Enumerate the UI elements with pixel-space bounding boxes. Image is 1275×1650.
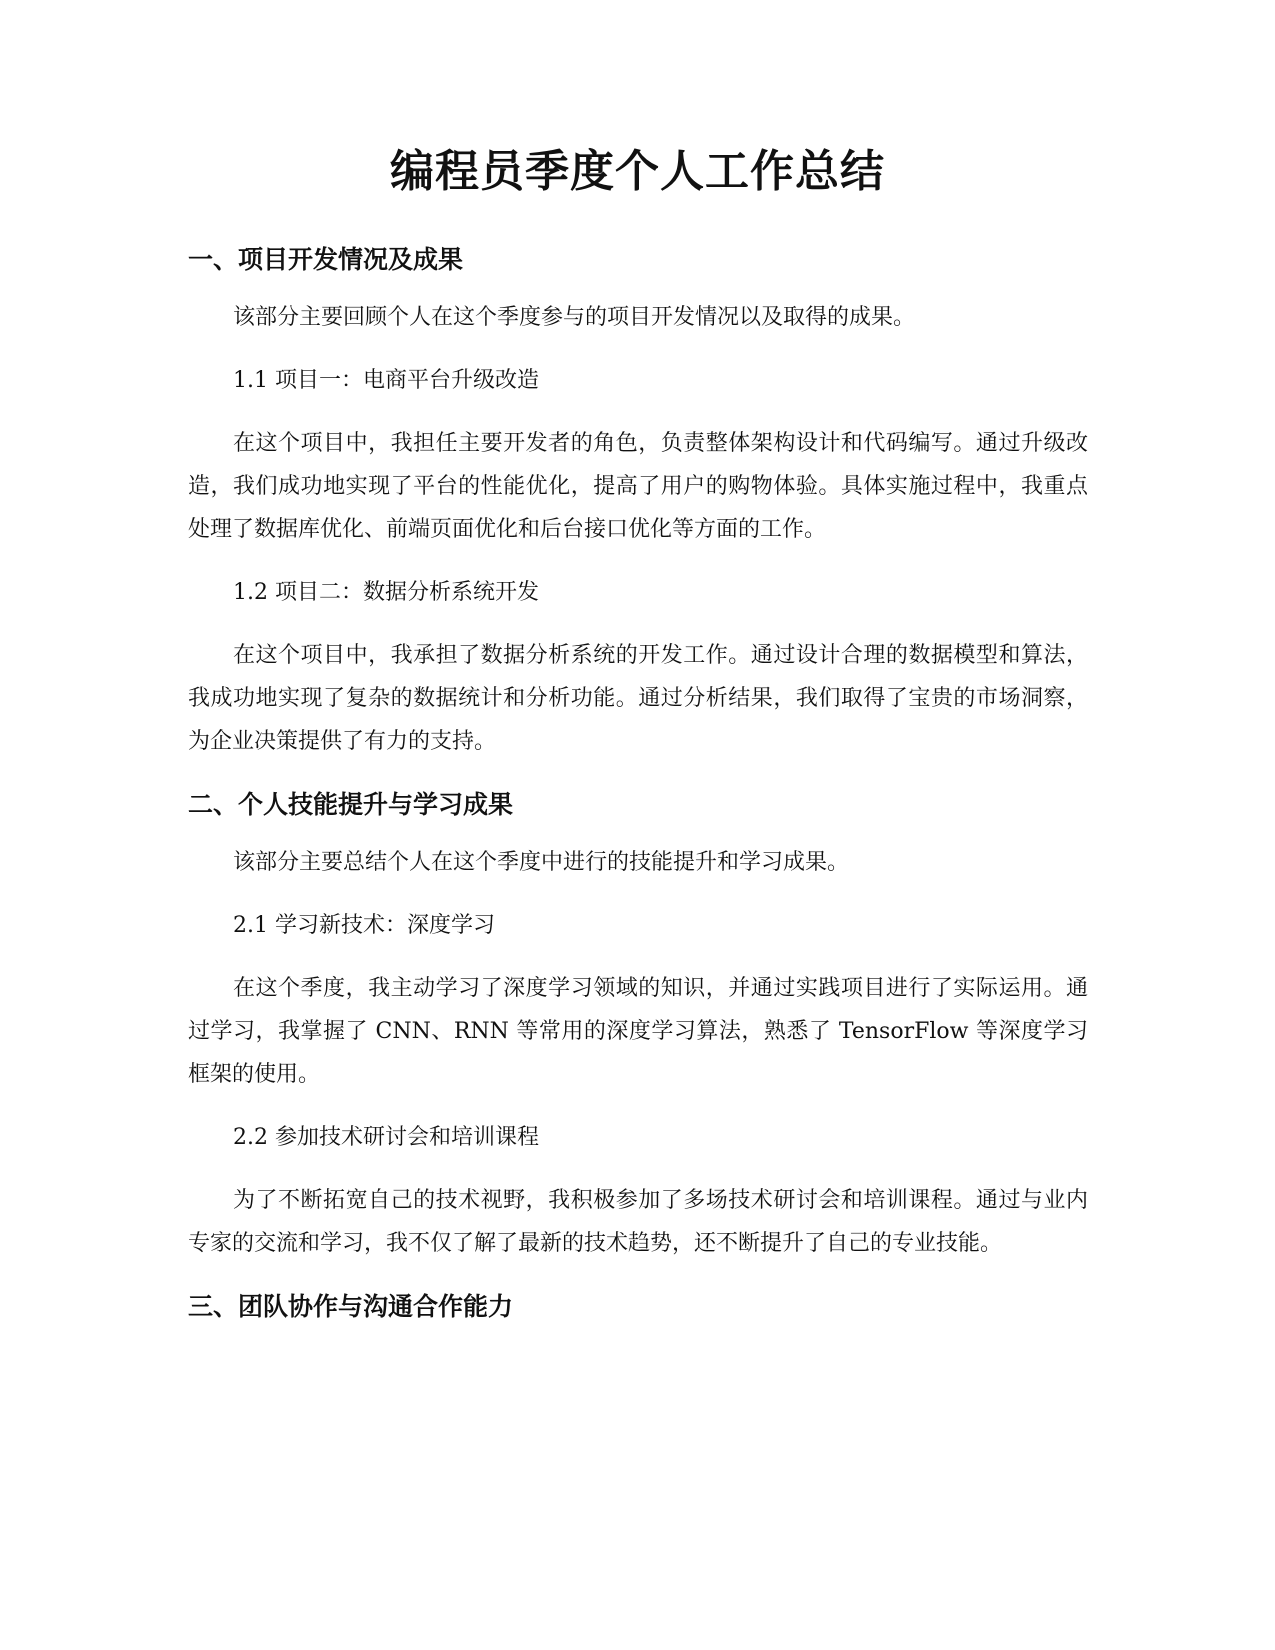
section-3 [188, 1289, 1088, 1325]
paragraph: 为了不断拓宽自己的技术视野，我积极参加了多场技术研讨会和培训课程。通过与业内专家的交流和学习，我不仅了解了最新的技术趋势，还不断提升了自己的专业技能。 [188, 1188, 1088, 1256]
section-intro: 该部分主要总结个人在这个季度中进行的技能提升和学习成果。 [233, 850, 850, 875]
section-heading: 一、项目开发情况及成果 [188, 245, 464, 274]
section-1 [188, 242, 1088, 763]
paragraph: 在这个项目中，我担任主要开发者的角色，负责整体架构设计和代码编写。通过升级改造，我们成功地实现了平台的性能优化，提高了用户的购物体验。具体实施过程中，我重点处理了数据库优化、前端页面优化和后台接口优化等方面的工作。 [188, 431, 1088, 542]
section-heading: 三、团队协作与沟通合作能力 [188, 1292, 514, 1321]
section-2 [188, 787, 1088, 1265]
paragraph: 在这个季度，我主动学习了深度学习领域的知识，并通过实践项目进行了实际运用。通过学习，我掌握了 CNN、RNN 等常用的深度学习算法，熟悉了 TensorFlow 等深度学习框架的使用。 [188, 976, 1088, 1087]
paragraph: 在这个项目中，我承担了数据分析系统的开发工作。通过设计合理的数据模型和算法，我成功地实现了复杂的数据统计和分析功能。通过分析结果，我们取得了宝贵的市场洞察，为企业决策提供了有力的支持。 [188, 643, 1088, 754]
document-title: 编程员季度个人工作总结 [390, 146, 885, 197]
subsection-heading: 2.2 参加技术研讨会和培训课程 [233, 1125, 539, 1150]
subsection-heading: 2.1 学习新技术：深度学习 [233, 913, 495, 938]
document-body [188, 242, 1088, 1325]
subsection-heading: 1.1 项目一：电商平台升级改造 [233, 368, 539, 393]
subsection-heading: 1.2 项目二：数据分析系统开发 [233, 580, 539, 605]
section-heading: 二、个人技能提升与学习成果 [188, 790, 514, 819]
section-intro: 该部分主要回顾个人在这个季度参与的项目开发情况以及取得的成果。 [233, 305, 916, 330]
